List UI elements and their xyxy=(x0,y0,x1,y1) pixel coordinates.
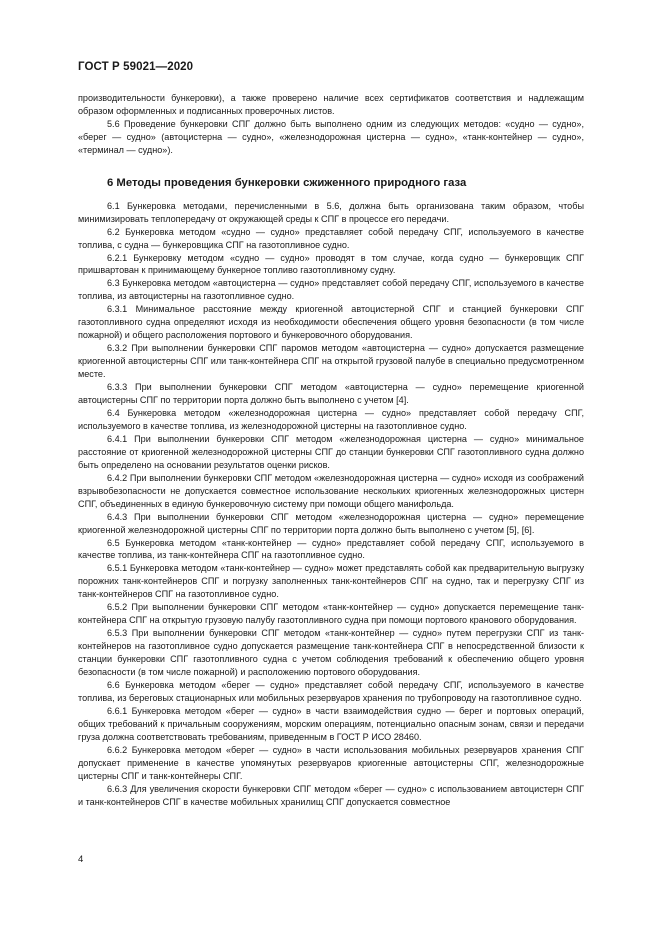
section-heading: 6 Методы проведения бункеровки сжиженного природного газа xyxy=(107,176,467,189)
paragraph: производительности бункеровки), а также проверено наличие всех сертификатов соответствия и надлежащим образом оформленных и подписанных проверочных листов. xyxy=(78,93,584,116)
paragraph: 6.3.1 Минимальное расстояние между криогенной автоцистерной СПГ и станцией бункеровки СПГ газотопливного судна определяют исходя из необходимости обеспечения общего уровня безопасности (в том числе пожарной) и общего расположения портового и бункеровочного оборудования. xyxy=(78,304,584,341)
paragraph: 6.5.2 При выполнении бункеровки СПГ методом «танк-контейнер — судно» допускается перемещение танк-контейнера СПГ на открытую грузовую палубу газотопливного судна при помощи портового кранового оборудования. xyxy=(78,602,584,626)
paragraph: 6.6.1 Бункеровка методом «берег — судно» в части взаимодействия судно — берег и портовых операций, общих требований к причальным сооружениям, морским операциям, потенциально опасным зонам, связи и передачи груза должна соответствовать требованиям, приведенным в ГОСТ Р ИСО 28460. xyxy=(78,705,584,742)
paragraph: 6.3.3 При выполнении бункеровки СПГ методом «автоцистерна — судно» перемещение криогенной автоцистерны СПГ по территории порта должно быть выполнено с учетом [4]. xyxy=(78,382,584,406)
paragraph: 6.6.2 Бункеровка методом «берег — судно» в части использования мобильных резервуаров хранения СПГ допускает применение в качестве упомянутых резервуаров криогенные автоцистерны СПГ, железнодорожные цистерны СПГ и танк-контейнеры СПГ. xyxy=(78,744,584,781)
document-header: ГОСТ Р 59021—2020 xyxy=(78,61,194,73)
paragraph: 6.3.2 При выполнении бункеровки СПГ паромов методом «автоцистерна — судно» допускается размещение криогенной автоцистерны СПГ или танк-контейнера СПГ на открытой грузовой палубе в специально предусмотренном месте. xyxy=(78,343,584,380)
paragraph: 6.1 Бункеровка методами, перечисленными в 5.6, должна быть организована таким образом, чтобы минимизировать теплопередачу от окружающей среды к СПГ в процессе его передачи. xyxy=(78,200,584,224)
paragraph: 5.6 Проведение бункеровки СПГ должно быть выполнено одним из следующих методов: «судно — судно», «берег — судно» (автоцистерна — судно», «железнодорожная цистерна — судно», «танк-контейнер — судно», «терминал — судно»). xyxy=(78,118,584,155)
paragraph: 6.5.3 При выполнении бункеровки СПГ методом «танк-контейнер — судно» путем перегрузки СПГ из танк-контейнеров на газотопливное судно допускается размещение танк-контейнера СПГ в непосредственной близости к станции бункеровки СПГ газотопливного судна с учетом соблюдения требований к обеспечению общего уровня безопасности (в том числе пожарной) и расположению портового оборудования. xyxy=(78,628,584,678)
paragraph: 6.4.2 При выполнении бункеровки СПГ методом «железнодорожная цистерна — судно» исходя из соображений взрывобезопасности не допускается совместное использование нескольких криогенных железнодорожных цистерн СПГ, объединенных в единую бункеровочную систему при помощи общего манифольда. xyxy=(78,472,584,509)
paragraph: 6.2 Бункеровка методом «судно — судно» представляет собой передачу СПГ, используемого в качестве топлива, с судна — бункеровщика СПГ на газотопливное судно. xyxy=(78,226,584,250)
page-number: 4 xyxy=(78,854,84,865)
paragraph: 6.5.1 Бункеровка методом «танк-контейнер — судно» может представлять собой как предварительную выгрузку порожних танк-контейнеров СПГ и погрузку заполненных танк-контейнеров СПГ на судно, так и перегрузку СПГ из танк-контейнеров СПГ на газотопливное судно. xyxy=(78,563,584,600)
paragraph: 6.5 Бункеровка методом «танк-контейнер — судно» представляет собой передачу СПГ, используемого в качестве топлива, из танк-контейнера СПГ на газотопливное судно. xyxy=(78,537,584,561)
paragraph: 6.6.3 Для увеличения скорости бункеровки СПГ методом «берег — судно» с использованием автоцистерн СПГ и танк-контейнеров СПГ в качестве мобильных хранилищ СПГ допускается совместное xyxy=(78,783,584,807)
paragraph: 6.4.3 При выполнении бункеровки СПГ методом «железнодорожная цистерна — судно» перемещение криогенной железнодорожной цистерны СПГ по территории порта должно быть выполнено с учетом [5], [6]. xyxy=(78,511,584,535)
paragraph: 6.4 Бункеровка методом «железнодорожная цистерна — судно» представляет собой передачу СПГ, используемого в качестве топлива, из железнодорожной цистерны на газотопливное судно. xyxy=(78,407,584,431)
paragraph: 6.3 Бункеровка методом «автоцистерна — судно» представляет собой передачу СПГ, используемого в качестве топлива, из автоцистерны на газотопливное судно. xyxy=(78,278,584,302)
paragraph: 6.4.1 При выполнении бункеровки СПГ методом «железнодорожная цистерна — судно» минимальное расстояние от криогенной железнодорожной цистерны СПГ до станции бункеровки СПГ газотопливного судна должно быть определено на основании результатов оценки рисков. xyxy=(78,433,584,470)
paragraph: 6.2.1 Бункеровку методом «судно — судно» проводят в том случае, когда судно — бункеровщик СПГ пришвартован к принимающему бункерное топливо газотопливному судну. xyxy=(78,252,584,276)
document-body xyxy=(78,92,584,809)
paragraph: 6.6 Бункеровка методом «берег — судно» представляет собой передачу СПГ, используемого в качестве топлива, из береговых стационарных или мобильных резервуаров хранения по трубопроводу на газотопливное судно. xyxy=(78,679,584,703)
